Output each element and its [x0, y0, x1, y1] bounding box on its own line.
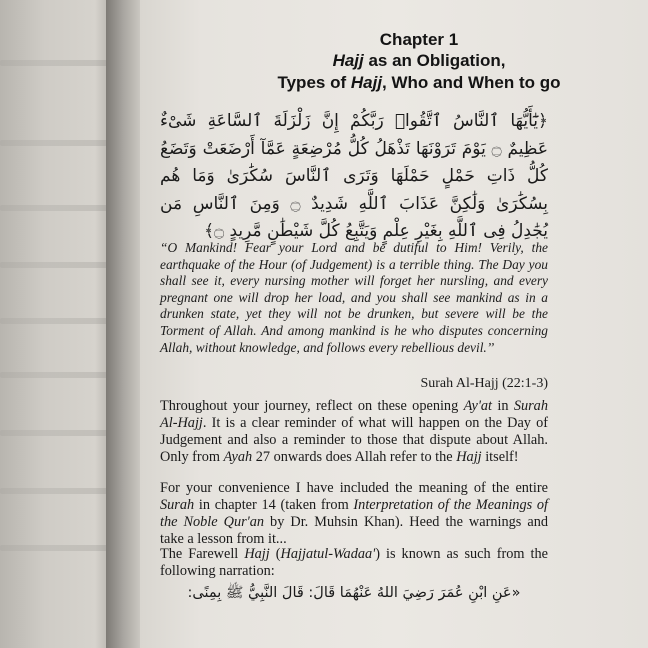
italic-run: Hajj: [456, 449, 482, 465]
bleed-through-line: [0, 262, 112, 268]
bleed-through-line: [0, 140, 112, 146]
chapter-label: Chapter 1: [379, 30, 459, 49]
verse-translation: “O Mankind! Fear your Lord and be dutiful to Him! Verily, the earthquake of the Hour (of Judgement) is a terrible thing. The Day you shall see it, every nursing mother will forget her nursling, and every pregnant one will drop her load, and you shall see mankind as in a drunken state, yet they will not be drunken, but severe will be the Torment of Allah. And among mankind is he who disputes concerning Allah, without knowledge, and follows every rebellious devil.’’: [160, 240, 548, 355]
text-run: by Dr. Muhsin Khan). Heed the warnings and take a lesson from it...: [160, 514, 548, 547]
title-text: , Who and When to go: [382, 73, 561, 92]
italic-run: Surah: [160, 497, 195, 513]
text-run: The Farewell: [160, 546, 245, 562]
chapter-header: [140, 30, 648, 94]
title-italic-hajj: Hajj: [332, 51, 364, 70]
book-gutter: [106, 0, 144, 648]
surah-reference: Surah Al-Hajj (22:1-3): [420, 376, 548, 391]
bleed-through-line: [0, 430, 112, 436]
title-text: as an Obligation,: [363, 51, 506, 70]
text-run: 27 onwards does Allah refer to the: [252, 449, 457, 465]
bleed-through-line: [0, 488, 112, 494]
text-run: (: [269, 546, 281, 562]
bleed-through-line: [0, 372, 112, 378]
left-page: [0, 0, 112, 648]
paragraph-farewell-hajj: [160, 546, 548, 580]
italic-run: Ayah: [223, 449, 253, 465]
bleed-through-line: [0, 545, 112, 551]
italic-run: Interpretation of the Meanings of the Noble Qur'an: [160, 497, 548, 530]
italic-run: Hajj: [244, 546, 270, 562]
bleed-through-line: [0, 60, 112, 66]
text-run: itself!: [481, 449, 519, 465]
italic-run: Ay'at: [463, 398, 493, 414]
title-text: Types of: [277, 73, 351, 92]
text-run: in chapter 14 (taken from: [194, 497, 354, 513]
text-run: For your convenience I have included the meaning of the entire: [160, 480, 548, 496]
arabic-hadith: «عَنِ ابْنِ عُمَرَ رَضِيَ اللهُ عَنْهُمَا قَالَ: قَالَ النَّبِيُّ ﷺ بِمِنًى:: [187, 585, 521, 601]
text-run: ) is known as such from the following narration:: [160, 546, 548, 579]
chapter-title-line-2: [190, 72, 648, 94]
italic-run: Surah Al-Hajj: [160, 398, 548, 431]
bleed-through-line: [0, 205, 112, 211]
text-run: . It is a clear reminder of what will happen on the Day of Judgement and also a reminder to those that dispute about Allah. Only from: [160, 415, 548, 465]
title-italic-hajj: Hajj: [350, 73, 383, 92]
book-page: [140, 0, 648, 648]
paragraph-reflect: [160, 398, 548, 466]
italic-run: Hajjatul-Wadaa': [280, 546, 376, 562]
paragraph-convenience: [160, 480, 548, 548]
text-run: in: [492, 398, 514, 414]
bleed-through-line: [0, 318, 112, 324]
chapter-title-line-1: [190, 50, 648, 72]
arabic-verse: ﴿يَٰٓأَيُّهَا ٱلنَّاسُ ٱتَّقُوا۟ رَبَّكُمْ إِنَّ زَلْزَلَةَ ٱلسَّاعَةِ شَىْءٌ عَظِيمٌ ۝ يَوْمَ تَرَوْنَهَا تَذْهَلُ كُلُّ مُرْضِعَةٍ عَمَّآ أَرْضَعَتْ وَتَضَعُ كُلُّ ذَاتِ حَمْلٍ حَمْلَهَا وَتَرَى ٱلنَّاسَ سُكَٰرَىٰ وَمَا هُم بِسُكَٰرَىٰ وَلَٰكِنَّ عَذَابَ ٱللَّهِ شَدِيدٌ ۝ وَمِنَ ٱلنَّاسِ مَن يُجَٰدِلُ فِى ٱللَّهِ بِغَيْرِ عِلْمٍ وَيَتَّبِعُ كُلَّ شَيْطَٰنٍ مَّرِيدٍ ۝﴾: [160, 111, 549, 241]
text-run: Throughout your journey, reflect on these opening: [160, 398, 464, 414]
